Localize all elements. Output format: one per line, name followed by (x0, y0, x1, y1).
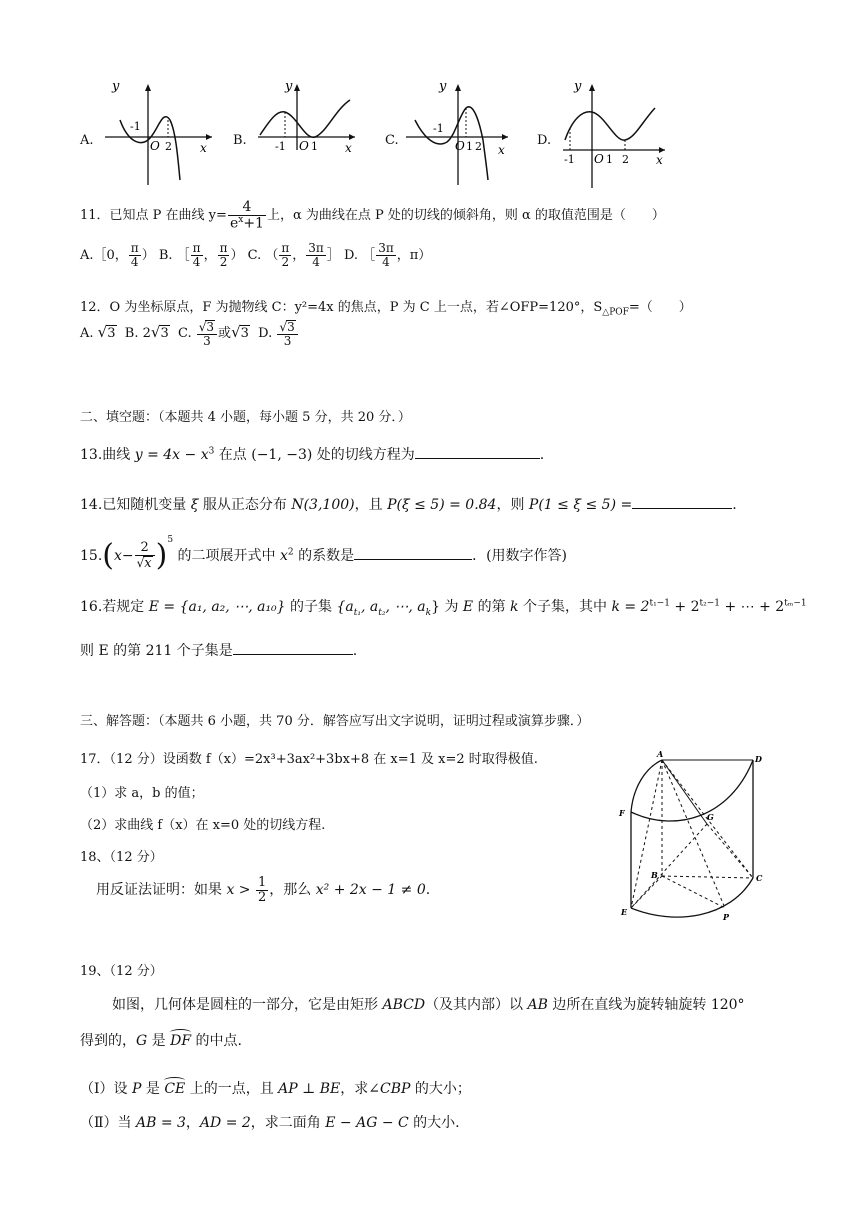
graph-c-x: x (498, 143, 505, 157)
graph-a-tick-2: 2 (165, 140, 172, 153)
graph-d-tick-2: 2 (622, 153, 629, 166)
q18-body: 用反证法证明：如果 x > $\frac{1}{2}$ ，那么 x² + 2x − 1 ≠ 0. (96, 875, 431, 905)
graph-a-y: y (112, 80, 120, 94)
question-16-line2: 则 E 的第 211 个子集是 . (80, 640, 357, 660)
graph-option-b (255, 80, 360, 160)
q16-blank[interactable] (233, 640, 353, 655)
q11-pre: 11．已知点 P 在曲线 y= (80, 208, 227, 224)
question-14: 14.已知随机变量 ξ 服从正态分布 N(3,100)，且 P(ξ ≤ 5) = 0.84，则 P(1 ≤ ξ ≤ 5) = . (80, 494, 737, 514)
fig-label-d: D (755, 754, 762, 764)
option-d-label: D. (537, 133, 552, 148)
graph-c-tick-neg1: -1 (433, 122, 444, 135)
q12-sub: △POF (602, 307, 629, 318)
fig-label-p: P (723, 912, 730, 922)
q11-opt-d: D. ［ $\frac{3\pi}{4}$ ，π） (343, 241, 432, 269)
q11-frac (228, 200, 266, 231)
question-11 (80, 200, 665, 231)
q12-opt-b: B. 2√3 (124, 323, 169, 342)
graph-b-tick-1: 1 (311, 140, 318, 153)
fig-label-b: B (651, 870, 658, 880)
q17-stem: 17．（12 分）设函数 f（x）=2x³+3ax²+3bx+8 在 x=1 及 x=2 时取得极值. (80, 752, 538, 767)
option-c-label: C. (385, 133, 399, 148)
graph-b-y: y (285, 80, 293, 94)
section-2-heading: 二、填空题：（本题共 4 小题，每小题 5 分，共 20 分．） (80, 410, 411, 425)
q11-opt-a: A.［0， $\frac{\pi}{4}$ ） (80, 241, 155, 269)
q19-line1: 如图，几何体是圆柱的一部分，它是由矩形 ABCD（及其内部）以 AB 边所在直线为旋转轴旋转 120° (112, 997, 745, 1013)
graph-c-tick-2: 2 (475, 140, 482, 153)
section-3-heading: 三、解答题：（本题共 6 小题，共 70 分．解答应写出文字说明，证明过程或演算步骤．） (80, 714, 590, 729)
q11-opt-c: C. （ $\frac{\pi}{2}$ ， $\frac{3\pi}{4}$ ］ (247, 241, 340, 269)
graph-c-tick-1: 1 (466, 140, 473, 153)
question-12: 12．O 为坐标原点，F 为抛物线 C：y²=4x 的焦点，P 为 C 上一点，若∠OFP=120°，$S_{\triangle POF}=$（ ） (80, 300, 692, 318)
question-15: 15.(x− $\frac{2}{√x}$ )$^5$ 的二项展开式中 $x^2$ 的系数是 ．(用数字作答) (80, 535, 568, 573)
graph-b-origin: O (299, 139, 309, 153)
fig-label-c: C (756, 873, 763, 883)
q19-heading: 19、（12 分） (80, 964, 163, 979)
cylinder-figure (615, 748, 770, 923)
graph-option-c (403, 80, 513, 190)
graph-option-a (100, 80, 215, 190)
graph-d-tick-neg1: -1 (564, 153, 575, 166)
q12-opt-a: A. √3 (80, 323, 116, 342)
question-16-line1: 16.若规定 E = {a₁, a₂, ⋯, a₁₀} 的子集 {$a_{t_1}$, $a_{t_2}$, ⋯, $a_k$} 为 E 的第 k 个子集，其中 $k = 2^{t_1-1} + 2^{t_2-1}$ + ⋯ + $2^{t_m-1}$ (80, 598, 807, 618)
q12-opt-c: C. $\frac{√3}{3}$ 或√3 (177, 320, 249, 348)
q12-opt-d: D. $\frac{√3}{3}$ (258, 326, 299, 341)
graph-b-tick-neg1: -1 (275, 140, 286, 153)
q14-blank[interactable] (632, 494, 732, 509)
question-11-options (80, 242, 431, 268)
q19-line2: 得到的，G 是 DF 的中点. (80, 1033, 242, 1049)
fig-label-f: F (619, 808, 625, 818)
q19-part2: （Ⅱ）当 AB = 3，AD = 2，求二面角 E − AG − C 的大小. (80, 1115, 460, 1131)
q11-frac-num: 4 (228, 200, 266, 216)
fig-label-e: E (621, 907, 628, 917)
graph-b-x: x (345, 141, 352, 155)
q17-part2: （2）求曲线 f（x）在 x=0 处的切线方程. (80, 818, 326, 833)
question-12-options (80, 320, 299, 347)
q13-blank[interactable] (415, 444, 540, 459)
fig-label-g: G (707, 812, 714, 822)
fig-label-a: A (657, 749, 664, 759)
graph-option-d (560, 80, 670, 190)
graph-c-origin: O (455, 139, 465, 153)
graph-c-y: y (439, 80, 447, 94)
option-a-label: A. (80, 133, 94, 148)
graph-d-origin: O (594, 152, 604, 166)
q11-frac-den: $e^x+1$ (229, 214, 264, 232)
q11-post: 上，α 为曲线在点 P 处的切线的倾斜角，则 α 的取值范围是（ ） (266, 208, 665, 224)
question-13: 13.曲线 $y = 4x - x^3$ 在点 (−1, −3) 处的切线方程为 . (80, 444, 544, 464)
q15-blank[interactable] (354, 545, 472, 560)
graph-a-x: x (200, 141, 207, 155)
graph-a-origin: O (150, 139, 160, 153)
q18-heading: 18、（12 分） (80, 850, 163, 865)
q17-part1: （1）求 a，b 的值； (80, 786, 204, 801)
q11-opt-b: B. ［ $\frac{\pi}{4}$ ， $\frac{\pi}{2}$ ） (158, 241, 244, 269)
graph-d-x: x (656, 153, 663, 167)
graph-d-y: y (574, 80, 582, 94)
graph-d-tick-1: 1 (606, 153, 613, 166)
graph-a-tick-neg1: -1 (130, 120, 141, 133)
q19-part1: （Ⅰ）设 P 是 CE 上的一点，且 AP ⊥ BE，求∠CBP 的大小； (80, 1081, 471, 1097)
option-b-label: B. (233, 133, 247, 148)
